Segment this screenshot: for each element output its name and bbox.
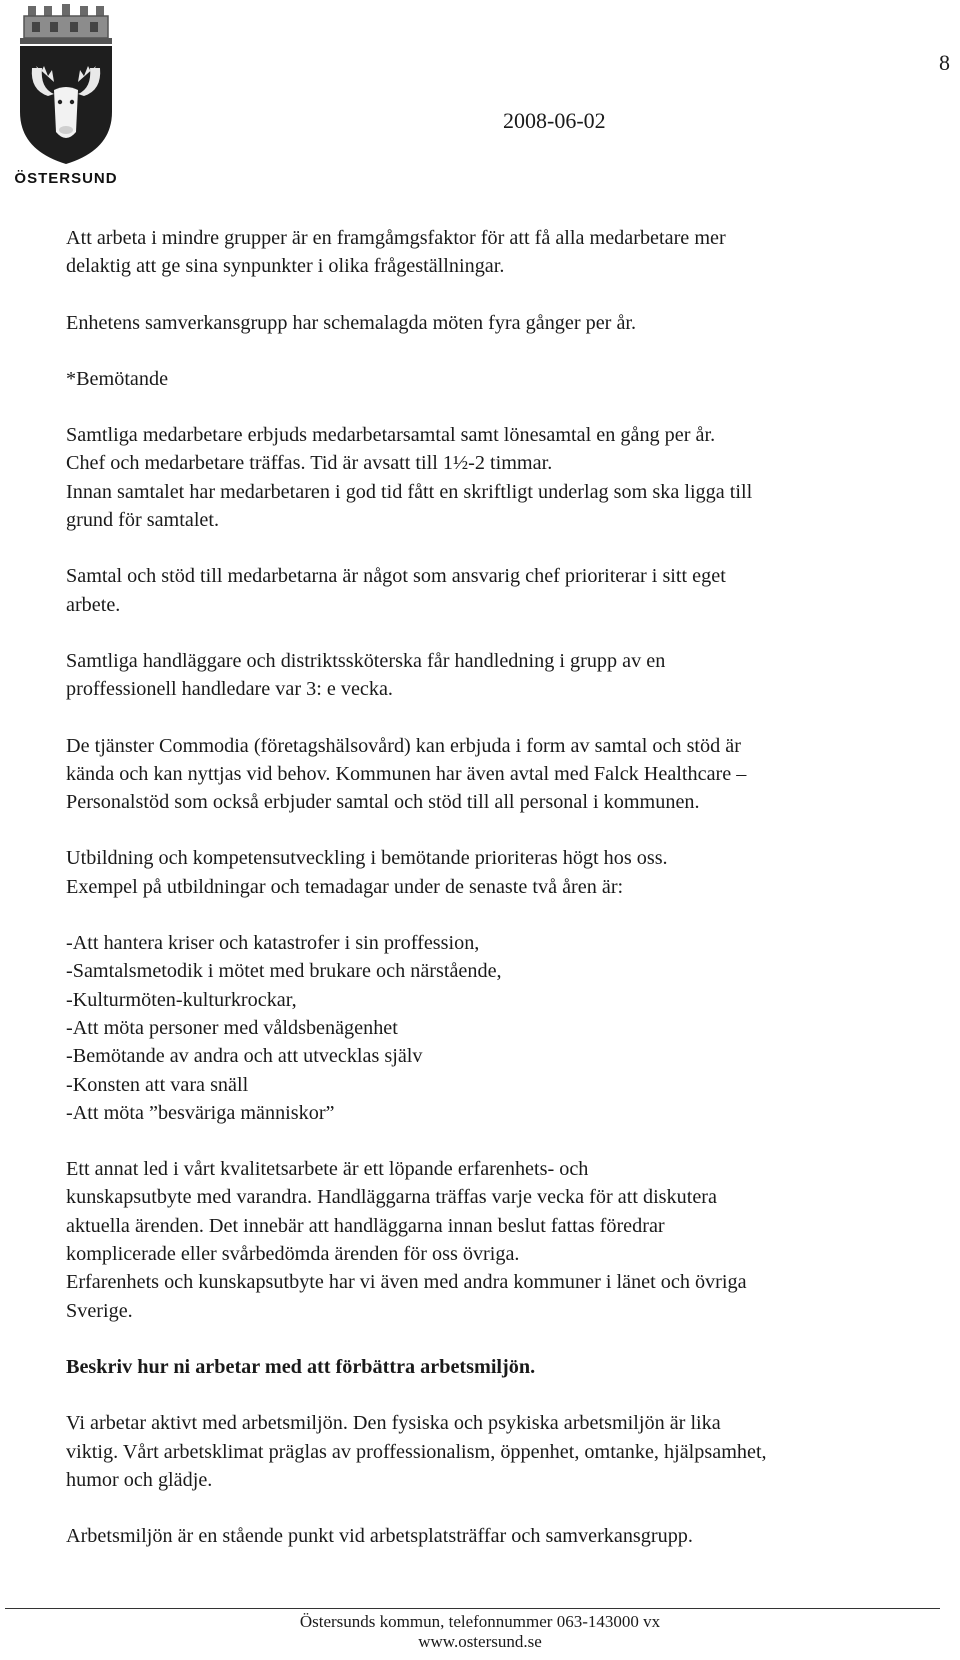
body-line: proffessionell handledare var 3: e vecka. xyxy=(66,678,393,701)
list-item: -Bemötande av andra och att utvecklas själv xyxy=(66,1045,423,1068)
list-item: -Att hantera kriser och katastrofer i sin proffession, xyxy=(66,932,480,955)
ostersund-coat-of-arms-moose-icon xyxy=(14,2,118,188)
body-line: Chef och medarbetare träffas. Tid är avsatt till 1½-2 timmar. xyxy=(66,452,553,475)
body-line: grund för samtalet. xyxy=(66,509,220,532)
body-line: Utbildning och kompetensutveckling i bemötande prioriteras högt hos oss. xyxy=(66,847,668,870)
footer-contact: Östersunds kommun, telefonnummer 063-143000 vx xyxy=(299,1612,661,1631)
list-item: -Att möta personer med våldsbenägenhet xyxy=(66,1016,398,1039)
body-line: Innan samtalet har medarbetaren i god tid fått en skriftligt underlag som ska ligga till xyxy=(66,480,753,503)
body-line: komplicerade eller svårbedömda ärenden för oss övriga. xyxy=(66,1243,520,1266)
body-line: Samtliga handläggare och distriktssköterska får handledning i grupp av en xyxy=(66,649,666,672)
body-line: humor och glädje. xyxy=(66,1468,213,1491)
body-line: Att arbeta i mindre grupper är en framgåmgsfaktor för att få alla medarbetare mer xyxy=(66,227,726,249)
body-line: Exempel på utbildningar och temadagar under de senaste två åren är: xyxy=(66,875,624,898)
body-line: Erfarenhets och kunskapsutbyte har vi även med andra kommuner i länet och övriga xyxy=(66,1271,747,1294)
list-item: -Kulturmöten-kulturkrockar, xyxy=(66,988,297,1011)
body-line: De tjänster Commodia (företagshälsovård) kan erbjuda i form av samtal och stöd är xyxy=(66,734,741,757)
footer-divider xyxy=(5,1608,940,1609)
body-line: viktig. Vårt arbetsklimat präglas av proffessionalism, öppenhet, omtanke, hjälpsamhet, xyxy=(66,1440,767,1463)
list-item: -Konsten att vara snäll xyxy=(66,1073,249,1096)
page-footer xyxy=(0,1612,960,1652)
body-line: Arbetsmiljön är en stående punkt vid arbetsplatsträffar och samverkansgrupp. xyxy=(66,1525,693,1548)
body-line: Enhetens samverkansgrupp har schemalagda möten fyra gånger per år. xyxy=(66,311,637,334)
body-line: Ett annat led i vårt kvalitetsarbete är ett löpande erfarenhets- och xyxy=(66,1158,589,1181)
body-line: Vi arbetar aktivt med arbetsmiljön. Den fysiska och psykiska arbetsmiljön är lika xyxy=(66,1412,721,1435)
body-line: Samtliga medarbetare erbjuds medarbetarsamtal samt lönesamtal en gång per år. xyxy=(66,424,716,447)
body-line: arbete. xyxy=(66,593,121,616)
logo-text: ÖSTERSUND xyxy=(14,170,118,187)
document-date: 2008-06-02 xyxy=(503,108,606,133)
body-line: delaktig att ge sina synpunkter i olika frågeställningar. xyxy=(66,255,505,278)
body-line: kända och kan nyttjas vid behov. Kommunen har även avtal med Falck Healthcare – xyxy=(66,762,747,785)
list-item: -Att möta ”besväriga människor” xyxy=(66,1101,335,1124)
section-heading: Beskriv hur ni arbetar med att förbättra arbetsmiljön. xyxy=(66,1355,536,1378)
body-line: kunskapsutbyte med varandra. Handläggarna träffas varje vecka för att diskutera xyxy=(66,1186,717,1209)
body-line: aktuella ärenden. Det innebär att handläggarna innan beslut fattas föredrar xyxy=(66,1214,665,1237)
list-item: -Samtalsmetodik i mötet med brukare och närstående, xyxy=(66,960,502,983)
body-line: Samtal och stöd till medarbetarna är något som ansvarig chef prioriterar i sitt eget xyxy=(66,565,726,588)
body-line: Sverige. xyxy=(66,1299,133,1322)
page-number: 8 xyxy=(939,50,950,75)
document-body xyxy=(66,224,936,1550)
section-label: *Bemötande xyxy=(66,367,169,390)
body-line: Personalstöd som också erbjuder samtal och stöd till all personal i kommunen. xyxy=(66,791,700,814)
footer-website-link[interactable]: www.ostersund.se xyxy=(418,1632,542,1651)
